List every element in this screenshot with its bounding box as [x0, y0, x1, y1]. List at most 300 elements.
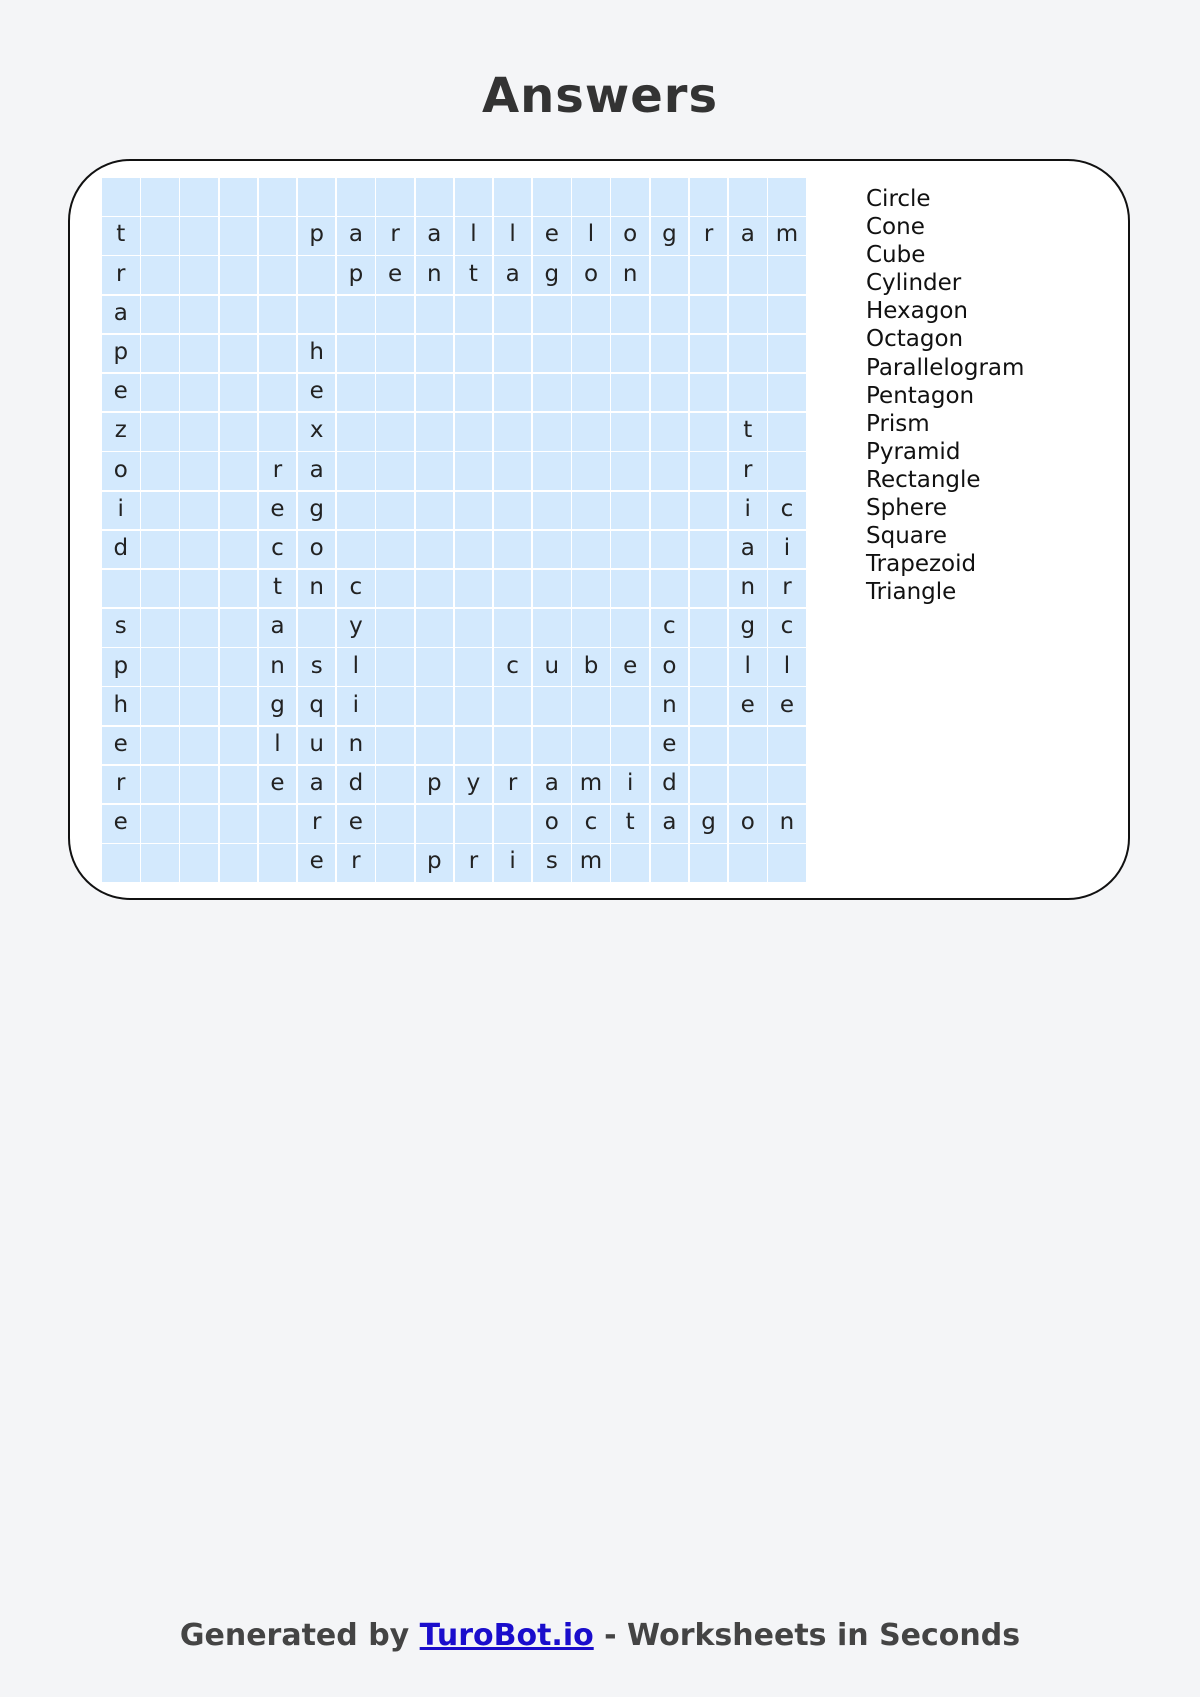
grid-cell: [416, 335, 454, 373]
grid-cell: [376, 178, 414, 216]
grid-cell: [729, 727, 767, 765]
grid-cell: [611, 452, 649, 490]
grid-cell: [416, 374, 454, 412]
grid-cell: [180, 492, 218, 530]
grid-cell: [690, 570, 728, 608]
grid-cell: [455, 687, 493, 725]
grid-cell: [180, 648, 218, 686]
grid-cell: [494, 687, 532, 725]
grid-cell: [180, 531, 218, 569]
grid-cell: o: [533, 805, 571, 843]
footer-suffix: - Worksheets in Seconds: [593, 1618, 1021, 1653]
grid-cell: [180, 217, 218, 255]
grid-cell: a: [533, 766, 571, 804]
grid-cell: [768, 766, 806, 804]
grid-cell: [416, 296, 454, 334]
grid-cell: [220, 687, 258, 725]
grid-cell: n: [768, 805, 806, 843]
grid-cell: [729, 844, 767, 882]
grid-cell: [768, 452, 806, 490]
word-list-item: Pentagon: [866, 382, 975, 409]
grid-cell: [180, 256, 218, 294]
grid-cell: [141, 256, 179, 294]
grid-cell: [455, 805, 493, 843]
grid-cell: a: [651, 805, 689, 843]
grid-cell: [533, 492, 571, 530]
answer-card: [68, 159, 1130, 900]
grid-cell: m: [572, 844, 610, 882]
grid-cell: [690, 687, 728, 725]
grid-cell: e: [533, 217, 571, 255]
grid-cell: [141, 570, 179, 608]
grid-cell: [376, 766, 414, 804]
grid-cell: [690, 178, 728, 216]
grid-cell: [141, 609, 179, 647]
grid-cell: [611, 727, 649, 765]
grid-cell: a: [729, 531, 767, 569]
grid-cell: a: [298, 452, 336, 490]
grid-cell: y: [455, 766, 493, 804]
grid-cell: l: [455, 217, 493, 255]
grid-cell: e: [102, 727, 140, 765]
grid-cell: t: [259, 570, 297, 608]
grid-cell: [494, 805, 532, 843]
grid-cell: u: [298, 727, 336, 765]
grid-cell: [259, 296, 297, 334]
grid-cell: [337, 452, 375, 490]
grid-cell: [651, 413, 689, 451]
grid-cell: [572, 687, 610, 725]
grid-cell: [220, 217, 258, 255]
grid-cell: b: [572, 648, 610, 686]
grid-cell: l: [337, 648, 375, 686]
grid-cell: [141, 374, 179, 412]
grid-cell: [651, 335, 689, 373]
grid-cell: [455, 727, 493, 765]
grid-cell: [768, 844, 806, 882]
grid-cell: a: [102, 296, 140, 334]
word-list-item: Triangle: [866, 579, 957, 606]
grid-cell: s: [102, 609, 140, 647]
grid-cell: [141, 531, 179, 569]
grid-cell: [337, 531, 375, 569]
grid-cell: [141, 844, 179, 882]
grid-cell: a: [337, 217, 375, 255]
grid-cell: [376, 727, 414, 765]
grid-cell: [690, 844, 728, 882]
grid-cell: [102, 844, 140, 882]
grid-cell: [533, 413, 571, 451]
grid-cell: [690, 256, 728, 294]
grid-cell: [690, 452, 728, 490]
grid-cell: [611, 374, 649, 412]
grid-cell: [533, 452, 571, 490]
grid-cell: [690, 609, 728, 647]
grid-cell: [180, 178, 218, 216]
grid-cell: i: [768, 531, 806, 569]
grid-cell: [220, 335, 258, 373]
grid-cell: d: [102, 531, 140, 569]
grid-cell: [259, 178, 297, 216]
grid-cell: d: [337, 766, 375, 804]
grid-cell: [494, 374, 532, 412]
grid-cell: [141, 648, 179, 686]
grid-cell: [180, 335, 218, 373]
grid-cell: [651, 374, 689, 412]
word-list-item: Sphere: [866, 495, 948, 522]
grid-cell: [180, 766, 218, 804]
grid-cell: [494, 492, 532, 530]
grid-cell: [494, 570, 532, 608]
grid-cell: o: [651, 648, 689, 686]
grid-cell: s: [298, 648, 336, 686]
grid-cell: [533, 335, 571, 373]
grid-cell: [141, 727, 179, 765]
grid-cell: n: [259, 648, 297, 686]
grid-cell: [611, 687, 649, 725]
grid-cell: [376, 335, 414, 373]
grid-cell: [690, 492, 728, 530]
grid-cell: [768, 335, 806, 373]
grid-cell: i: [729, 492, 767, 530]
grid-cell: [455, 452, 493, 490]
grid-cell: [220, 256, 258, 294]
grid-cell: r: [337, 844, 375, 882]
grid-cell: [572, 531, 610, 569]
grid-cell: [729, 335, 767, 373]
grid-cell: [533, 374, 571, 412]
grid-cell: x: [298, 413, 336, 451]
grid-cell: [533, 609, 571, 647]
grid-cell: [376, 492, 414, 530]
grid-cell: m: [768, 217, 806, 255]
grid-cell: r: [102, 766, 140, 804]
grid-cell: [494, 335, 532, 373]
word-list-item: Cylinder: [866, 270, 962, 297]
grid-cell: [455, 609, 493, 647]
grid-cell: o: [611, 217, 649, 255]
grid-cell: [494, 531, 532, 569]
grid-cell: e: [102, 374, 140, 412]
grid-cell: [494, 296, 532, 334]
grid-cell: [141, 178, 179, 216]
grid-cell: r: [768, 570, 806, 608]
grid-cell: [259, 335, 297, 373]
grid-cell: i: [337, 687, 375, 725]
grid-cell: [455, 413, 493, 451]
grid-cell: [416, 178, 454, 216]
grid-cell: n: [611, 256, 649, 294]
grid-cell: [690, 374, 728, 412]
grid-cell: r: [102, 256, 140, 294]
grid-cell: [533, 531, 571, 569]
word-list-item: Square: [866, 523, 947, 550]
grid-cell: [572, 335, 610, 373]
grid-cell: [572, 413, 610, 451]
grid-cell: l: [572, 217, 610, 255]
grid-cell: [611, 178, 649, 216]
grid-cell: i: [494, 844, 532, 882]
grid-cell: [729, 296, 767, 334]
grid-cell: [572, 452, 610, 490]
grid-cell: [416, 452, 454, 490]
grid-cell: [494, 452, 532, 490]
grid-cell: [220, 570, 258, 608]
grid-cell: [259, 844, 297, 882]
grid-cell: [180, 727, 218, 765]
grid-cell: n: [337, 727, 375, 765]
grid-cell: [611, 492, 649, 530]
grid-cell: [376, 374, 414, 412]
grid-cell: [455, 531, 493, 569]
grid-cell: [220, 727, 258, 765]
grid-cell: [376, 531, 414, 569]
grid-cell: c: [572, 805, 610, 843]
grid-cell: r: [690, 217, 728, 255]
grid-cell: [533, 178, 571, 216]
grid-cell: [141, 296, 179, 334]
word-list-item: Octagon: [866, 326, 964, 353]
grid-cell: [651, 256, 689, 294]
grid-cell: [768, 178, 806, 216]
grid-cell: e: [259, 766, 297, 804]
grid-cell: [729, 178, 767, 216]
grid-cell: [768, 374, 806, 412]
word-list-item: Pyramid: [866, 438, 961, 465]
grid-cell: p: [102, 648, 140, 686]
grid-cell: [651, 844, 689, 882]
grid-cell: g: [651, 217, 689, 255]
grid-cell: [494, 727, 532, 765]
grid-cell: [180, 452, 218, 490]
grid-cell: e: [611, 648, 649, 686]
grid-cell: a: [416, 217, 454, 255]
grid-cell: [220, 766, 258, 804]
grid-cell: p: [337, 256, 375, 294]
grid-cell: e: [768, 687, 806, 725]
grid-cell: [455, 178, 493, 216]
turobot-link[interactable]: TuroBot.io: [419, 1618, 594, 1653]
grid-cell: [376, 570, 414, 608]
grid-cell: s: [533, 844, 571, 882]
grid-cell: i: [611, 766, 649, 804]
grid-cell: y: [337, 609, 375, 647]
grid-cell: [298, 296, 336, 334]
grid-cell: [220, 609, 258, 647]
grid-cell: n: [651, 687, 689, 725]
grid-cell: [220, 648, 258, 686]
grid-cell: [768, 413, 806, 451]
grid-cell: [259, 256, 297, 294]
grid-cell: [220, 413, 258, 451]
grid-cell: [611, 531, 649, 569]
grid-cell: [690, 766, 728, 804]
grid-cell: [455, 648, 493, 686]
grid-cell: [416, 531, 454, 569]
grid-cell: [141, 413, 179, 451]
grid-cell: e: [259, 492, 297, 530]
grid-cell: [729, 374, 767, 412]
grid-cell: o: [729, 805, 767, 843]
grid-cell: h: [298, 335, 336, 373]
grid-cell: [416, 492, 454, 530]
grid-cell: r: [376, 217, 414, 255]
grid-cell: e: [298, 374, 336, 412]
grid-cell: [690, 413, 728, 451]
grid-cell: t: [611, 805, 649, 843]
grid-cell: [102, 178, 140, 216]
grid-cell: e: [337, 805, 375, 843]
grid-cell: [572, 178, 610, 216]
grid-cell: [298, 256, 336, 294]
grid-cell: [690, 296, 728, 334]
grid-cell: l: [768, 648, 806, 686]
grid-cell: [651, 492, 689, 530]
grid-cell: [416, 570, 454, 608]
grid-cell: [220, 531, 258, 569]
grid-cell: [259, 217, 297, 255]
grid-cell: [768, 296, 806, 334]
word-list-item: Prism: [866, 410, 930, 437]
word-list-item: Rectangle: [866, 466, 981, 493]
grid-cell: [376, 648, 414, 686]
grid-cell: p: [416, 844, 454, 882]
grid-cell: [376, 452, 414, 490]
grid-cell: [455, 335, 493, 373]
grid-cell: [141, 492, 179, 530]
grid-cell: [141, 452, 179, 490]
grid-cell: [220, 805, 258, 843]
grid-cell: l: [729, 648, 767, 686]
grid-cell: p: [102, 335, 140, 373]
grid-cell: [376, 805, 414, 843]
grid-cell: [337, 296, 375, 334]
grid-cell: [729, 766, 767, 804]
grid-cell: [337, 374, 375, 412]
grid-cell: [416, 805, 454, 843]
grid-cell: [180, 413, 218, 451]
grid-cell: t: [455, 256, 493, 294]
grid-cell: e: [298, 844, 336, 882]
grid-cell: a: [298, 766, 336, 804]
grid-cell: [494, 413, 532, 451]
grid-cell: [259, 374, 297, 412]
grid-cell: [572, 609, 610, 647]
grid-cell: [455, 570, 493, 608]
grid-cell: [220, 296, 258, 334]
grid-cell: [220, 492, 258, 530]
grid-cell: g: [298, 492, 336, 530]
grid-cell: [376, 413, 414, 451]
grid-cell: t: [102, 217, 140, 255]
grid-cell: [376, 296, 414, 334]
grid-cell: [220, 844, 258, 882]
grid-cell: e: [376, 256, 414, 294]
grid-cell: [494, 178, 532, 216]
grid-cell: [690, 648, 728, 686]
letter-grid: [102, 178, 806, 882]
grid-cell: [690, 335, 728, 373]
grid-cell: [180, 687, 218, 725]
grid-cell: [533, 727, 571, 765]
grid-cell: h: [102, 687, 140, 725]
word-list-item: Hexagon: [866, 298, 968, 325]
grid-cell: r: [298, 805, 336, 843]
grid-cell: n: [729, 570, 767, 608]
grid-cell: [337, 178, 375, 216]
grid-cell: [651, 531, 689, 569]
grid-cell: [376, 687, 414, 725]
grid-cell: [768, 727, 806, 765]
grid-cell: z: [102, 413, 140, 451]
grid-cell: [416, 648, 454, 686]
grid-cell: [180, 805, 218, 843]
grid-cell: l: [494, 217, 532, 255]
grid-cell: [220, 374, 258, 412]
grid-cell: [572, 570, 610, 608]
grid-cell: a: [259, 609, 297, 647]
grid-cell: [690, 531, 728, 569]
grid-cell: [141, 766, 179, 804]
footer-prefix: Generated by: [179, 1618, 420, 1653]
grid-cell: e: [102, 805, 140, 843]
grid-cell: [455, 296, 493, 334]
grid-cell: q: [298, 687, 336, 725]
grid-cell: [611, 844, 649, 882]
grid-cell: [611, 296, 649, 334]
grid-cell: [768, 256, 806, 294]
grid-cell: [729, 256, 767, 294]
grid-cell: o: [298, 531, 336, 569]
grid-cell: [376, 844, 414, 882]
grid-cell: [376, 609, 414, 647]
grid-cell: [141, 687, 179, 725]
grid-cell: a: [729, 217, 767, 255]
grid-cell: d: [651, 766, 689, 804]
grid-cell: [533, 570, 571, 608]
grid-cell: i: [102, 492, 140, 530]
grid-cell: [141, 217, 179, 255]
grid-cell: [141, 335, 179, 373]
grid-cell: r: [455, 844, 493, 882]
footer: [0, 1618, 1200, 1653]
grid-cell: n: [298, 570, 336, 608]
grid-cell: [337, 413, 375, 451]
grid-cell: [494, 609, 532, 647]
grid-cell: [220, 452, 258, 490]
grid-cell: [220, 178, 258, 216]
grid-cell: a: [494, 256, 532, 294]
grid-cell: [651, 452, 689, 490]
grid-cell: p: [416, 766, 454, 804]
grid-cell: g: [690, 805, 728, 843]
page-title: Answers: [481, 68, 719, 124]
grid-cell: [611, 570, 649, 608]
grid-cell: c: [337, 570, 375, 608]
grid-cell: [533, 687, 571, 725]
grid-cell: [180, 844, 218, 882]
grid-cell: [611, 413, 649, 451]
grid-cell: [651, 296, 689, 334]
grid-cell: [259, 413, 297, 451]
grid-cell: [533, 296, 571, 334]
grid-cell: [180, 609, 218, 647]
word-list-item: Circle: [866, 186, 931, 212]
grid-cell: [141, 805, 179, 843]
grid-cell: e: [651, 727, 689, 765]
grid-cell: [416, 413, 454, 451]
grid-cell: [102, 570, 140, 608]
